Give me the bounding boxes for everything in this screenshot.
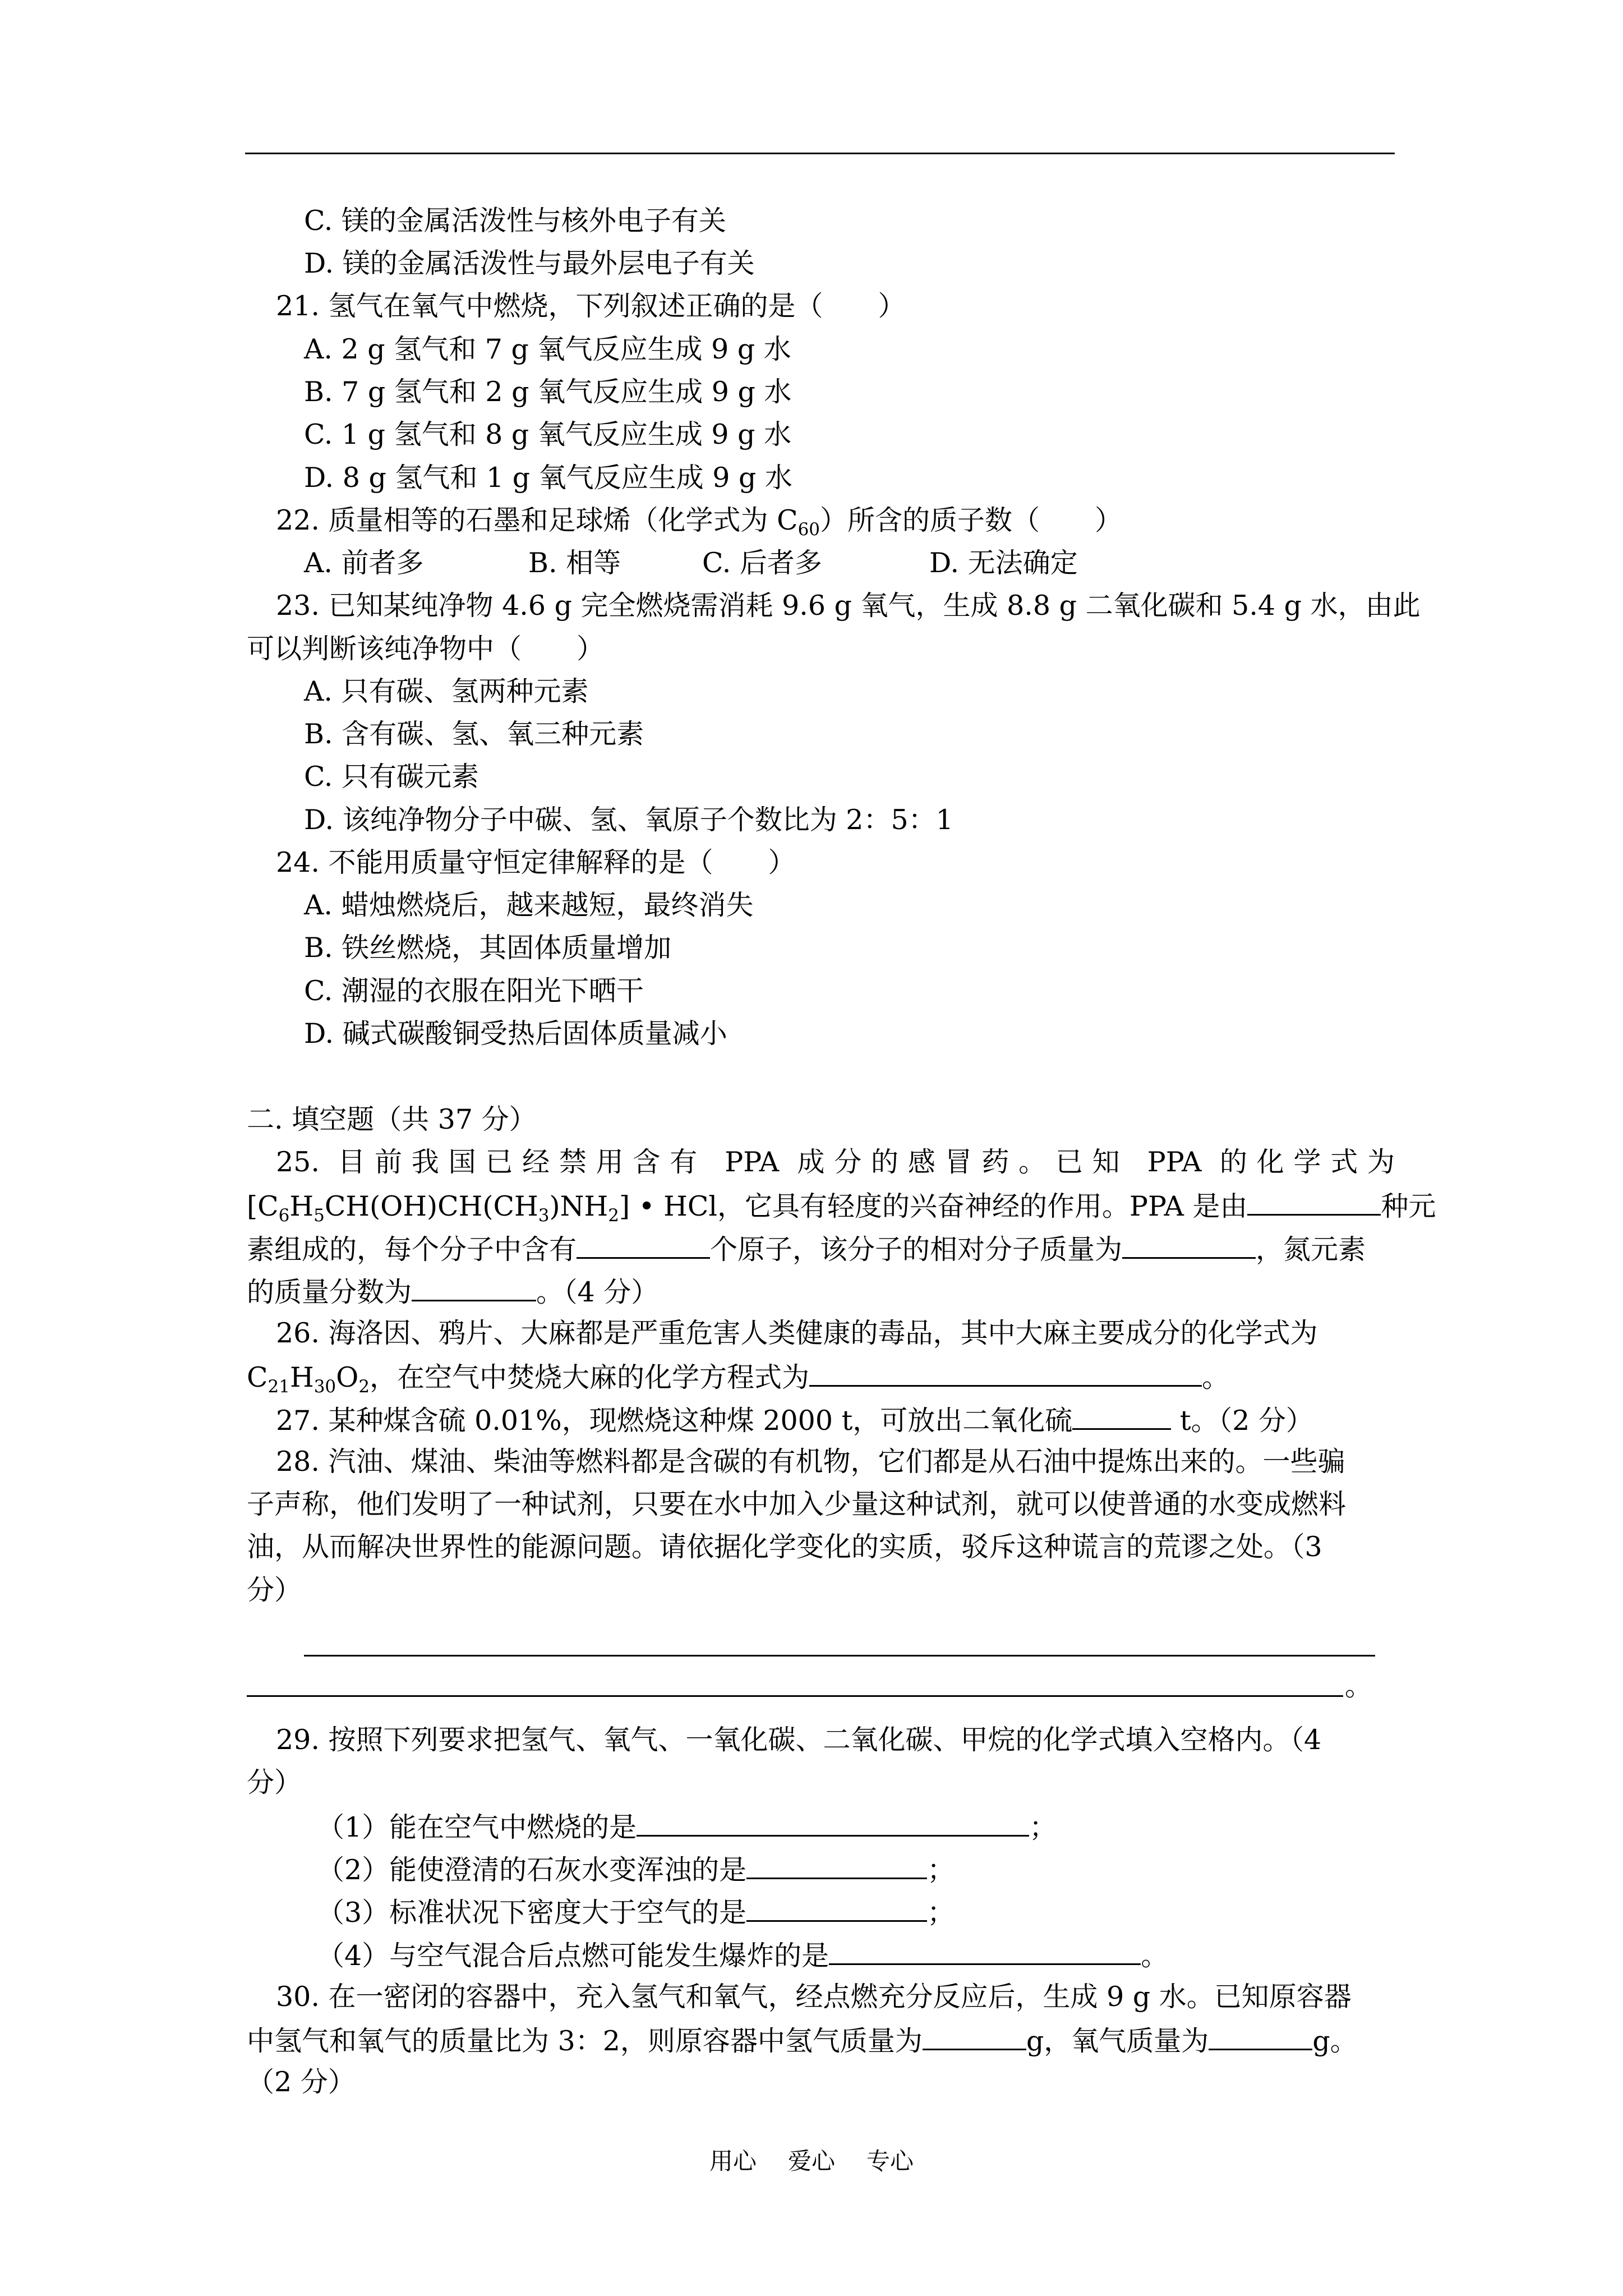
q22-option-b: B. 相等 [528, 547, 621, 579]
footer-word-2: 爱心 [787, 2147, 835, 2175]
q22-option-d: D. 无法确定 [929, 547, 1078, 579]
q26-blank-equation[interactable] [809, 1359, 1202, 1387]
q22-option-a: A. 前者多 [304, 547, 424, 579]
q28-answer-line-1[interactable] [304, 1655, 1375, 1657]
q23-option-b: B. 含有碳、氢、氧三种元素 [304, 718, 644, 750]
q28-line-2: 子声称，他们发明了一种试剂，只要在水中加入少量这种试剂，就可以使普通的水变成燃料 [247, 1488, 1347, 1520]
q24-option-c: C. 潮湿的衣服在阳光下晒干 [304, 975, 644, 1007]
q29-blank-2[interactable] [746, 1852, 927, 1879]
q30-blank-hydrogen[interactable] [923, 2023, 1026, 2050]
q28-line-4: 分） [247, 1574, 302, 1606]
q29-line-2: 分） [247, 1766, 302, 1798]
q28-end-mark: 。 [1345, 1670, 1373, 1702]
q29-item-3: （3）标准状况下密度大于空气的是 ； [317, 1894, 955, 1930]
section-2-heading: 二. 填空题（共 37 分） [247, 1103, 537, 1135]
q25-blank-nitrogen-fraction[interactable] [412, 1274, 536, 1301]
q25-line-1: 25. 目前我国已经禁用含有 PPA 成分的感冒药。已知 PPA 的化学式为 [276, 1146, 1395, 1178]
q30-line-3: （2 分） [247, 2066, 356, 2098]
q25-line-4: 的质量分数为 。（4 分） [247, 1274, 658, 1309]
q25-blank-atoms[interactable] [577, 1231, 710, 1259]
q28-line-1: 28. 汽油、煤油、柴油等燃料都是含碳的有机物，它们都是从石油中提炼出来的。一些骗 [276, 1446, 1345, 1478]
q30-line-2: 中氢气和氧气的质量比为 3：2，则原容器中氢气质量为 g，氧气质量为 g。 [247, 2023, 1358, 2058]
page-footer [0, 2143, 1623, 2177]
q24-option-a: A. 蜡烛燃烧后，越来越短，最终消失 [304, 889, 754, 921]
q22-stem: 22. 质量相等的石墨和足球烯（化学式为 $C_{60}$）所含的质子数（ ） [276, 504, 1123, 540]
q25-blank-elements[interactable] [1247, 1188, 1381, 1216]
q29-item-1: （1）能在空气中燃烧的是 ； [317, 1809, 1057, 1844]
q22-options [304, 546, 1078, 580]
q22-option-c: C. 后者多 [702, 547, 822, 579]
q23-option-c: C. 只有碳元素 [304, 761, 479, 793]
footer-word-1: 用心 [709, 2147, 757, 2175]
q28-answer-line-2[interactable] [247, 1695, 1343, 1697]
q23-option-a: A. 只有碳、氢两种元素 [304, 675, 589, 707]
q29-item-2: （2）能使澄清的石灰水变浑浊的是 ； [317, 1852, 955, 1887]
q25-line-2: $[C_6H_5CH(OH)CH(CH_3)NH_2]$ • HCl，它具有轻度的兴奋神经的作用。PPA 是由 种元 [247, 1188, 1436, 1223]
footer-word-3: 专心 [866, 2147, 914, 2175]
q21-stem: 21. 氢气在氧气中燃烧，下列叙述正确的是（ ） [276, 290, 906, 322]
q21-option-c: C. 1 g 氢气和 8 g 氧气反应生成 9 g 水 [304, 418, 792, 450]
q23-stem-1: 23. 已知某纯净物 4.6 g 完全燃烧需消耗 9.6 g 氧气，生成 8.8 g 二氧化碳和 5.4 g 水，由此 [276, 590, 1421, 622]
q30-blank-oxygen[interactable] [1209, 2023, 1312, 2050]
q28-line-3: 油，从而解决世界性的能源问题。请依据化学变化的实质，驳斥这种谎言的荒谬之处。（3 [247, 1531, 1322, 1563]
q25-blank-molar-mass[interactable] [1122, 1231, 1256, 1259]
header-rule [245, 153, 1395, 154]
q23-stem-2: 可以判断该纯净物中（ ） [247, 633, 605, 665]
q20-option-d: D. 镁的金属活泼性与最外层电子有关 [304, 247, 755, 279]
q24-option-d: D. 碱式碳酸铜受热后固体质量减小 [304, 1018, 727, 1050]
q25-line-3: 素组成的，每个分子中含有 个原子，该分子的相对分子质量为 ，氮元素 [247, 1231, 1366, 1267]
q23-option-d: D. 该纯净物分子中碳、氢、氧原子个数比为 2：5：1 [304, 804, 953, 836]
q29-blank-1[interactable] [637, 1809, 1029, 1837]
q21-option-b: B. 7 g 氢气和 2 g 氧气反应生成 9 g 水 [304, 376, 792, 408]
q24-option-b: B. 铁丝燃烧，其固体质量增加 [304, 932, 672, 964]
q21-option-a: A. 2 g 氢气和 7 g 氧气反应生成 9 g 水 [304, 333, 791, 365]
q26-line-2: $C_{21}H_{30}O_2$，在空气中焚烧大麻的化学方程式为 。 [247, 1359, 1229, 1395]
q20-option-c: C. 镁的金属活泼性与核外电子有关 [304, 205, 726, 237]
q27-blank-so2[interactable] [1072, 1402, 1171, 1430]
q26-line-1: 26. 海洛因、鸦片、大麻都是严重危害人类健康的毒品，其中大麻主要成分的化学式为 [276, 1317, 1318, 1349]
q21-option-d: D. 8 g 氢气和 1 g 氧气反应生成 9 g 水 [304, 462, 792, 494]
q30-line-1: 30. 在一密闭的容器中，充入氢气和氧气，经点燃充分反应后，生成 9 g 水。已知原容器 [276, 1981, 1352, 2013]
q29-blank-4[interactable] [829, 1938, 1141, 1965]
q24-stem: 24. 不能用质量守恒定律解释的是（ ） [276, 846, 796, 878]
q29-blank-3[interactable] [746, 1894, 927, 1922]
q29-line-1: 29. 按照下列要求把氢气、氧气、一氧化碳、二氧化碳、甲烷的化学式填入空格内。（4 [276, 1724, 1322, 1756]
q29-item-4: （4）与空气混合后点燃可能发生爆炸的是 。 [317, 1938, 1168, 1973]
q27-line: 27. 某种煤含硫 0.01%，现燃烧这种煤 2000 t，可放出二氧化硫 t。（2 分） [276, 1402, 1313, 1438]
